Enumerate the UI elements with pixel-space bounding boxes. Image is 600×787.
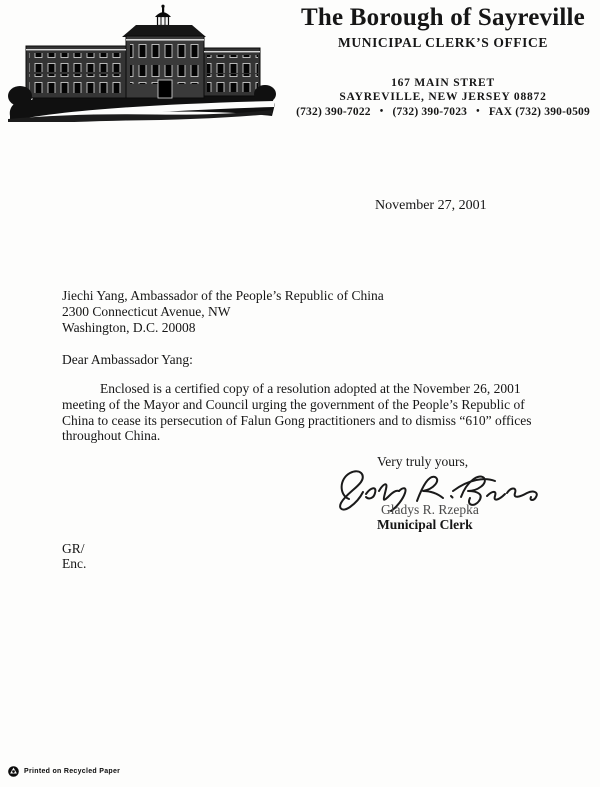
signer-name: Gladys R. Rzepka [381,502,479,517]
letterhead [288,4,598,118]
fax-number: FAX (732) 390-0509 [488,106,590,118]
recycled-note-text: Printed on Recycled Paper [24,768,121,775]
recipient-line-3: Washington, D.C. 20008 [62,320,196,335]
borough-hall-illustration [6,4,278,122]
recipient-address [62,288,384,336]
office-name: MUNICIPAL CLERK’S OFFICE [338,35,548,50]
reference-initials: GR/ [62,541,85,556]
enclosure-note: Enc. [62,556,87,571]
phone-1: (732) 390-7022 [296,106,371,118]
letterhead-street: 167 MAIN STRET [391,77,495,89]
letterhead-city: SAYREVILLE, NEW JERSEY 08872 [339,91,547,103]
date-line: November 27, 2001 [375,198,487,213]
org-name: The Borough of Sayreville [301,4,585,31]
letterhead-phones [288,106,598,118]
bullet-separator: • [476,106,480,117]
recycled-paper-footer [8,766,120,777]
bullet-separator: • [379,106,384,117]
signer-title: Municipal Clerk [377,517,473,532]
salutation: Dear Ambassador Yang: [62,352,193,367]
recipient-line-1: Jiechi Yang, Ambassador of the People’s Republic of China [62,288,384,303]
phone-2: (732) 390-7023 [392,106,468,118]
closing-phrase: Very truly yours, [377,454,469,469]
recycle-icon [8,766,19,777]
recipient-line-2: 2300 Connecticut Avenue, NW [62,304,231,319]
body-paragraph: Enclosed is a certified copy of a resolution adopted at the November 26, 2001 meeting of the Mayor and Council urging the government of the People’s Republic of China to cease its persecution of Falun Gong practitioners and to dismiss “610” offices throughout China. [62,381,532,444]
